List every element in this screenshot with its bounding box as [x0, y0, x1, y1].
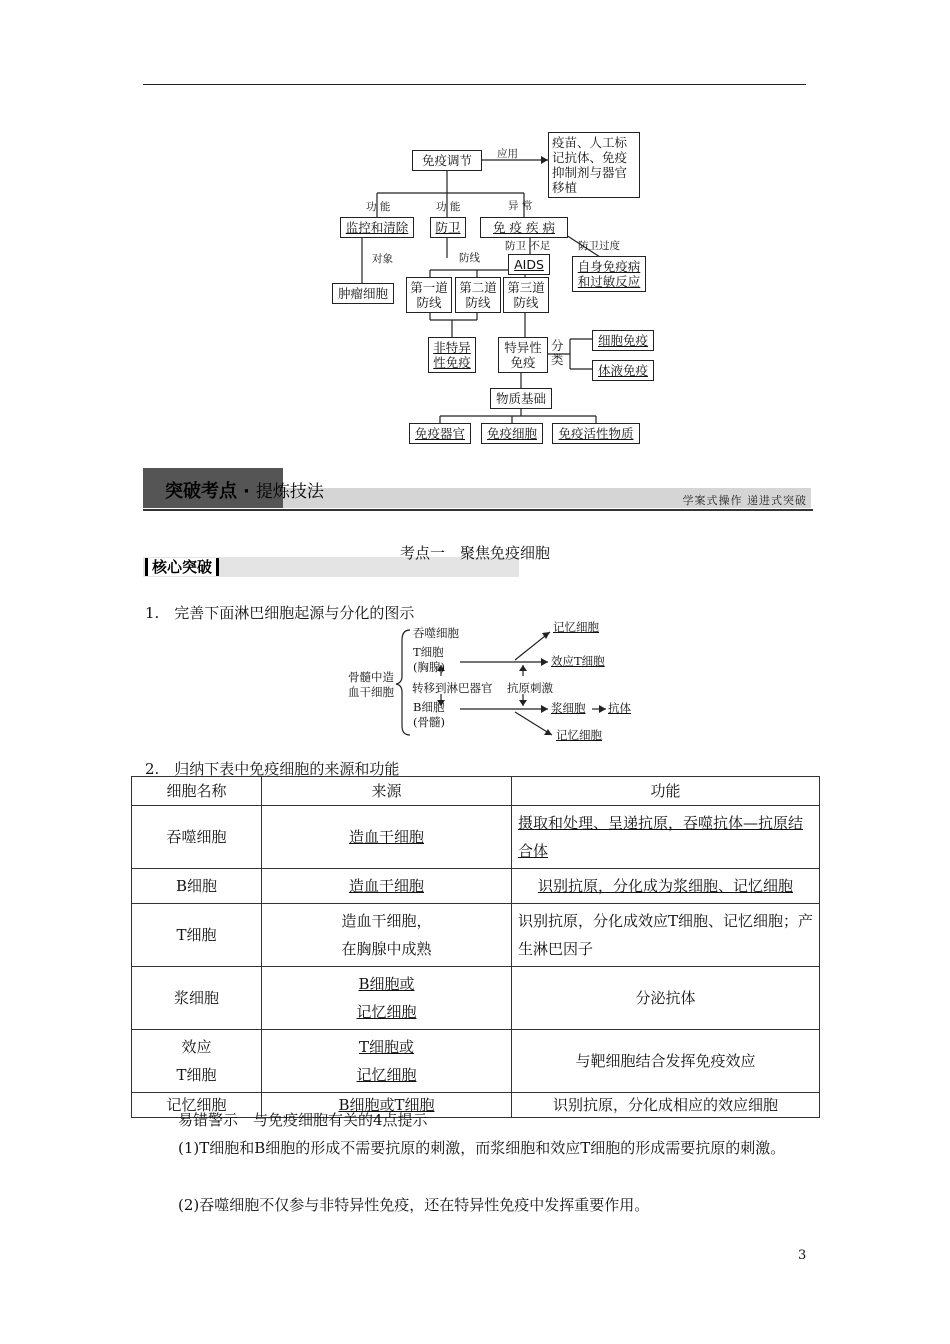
- edge-label-apply: 应用: [497, 148, 518, 160]
- specific-line-1: 特异性: [504, 340, 542, 355]
- b-cell-line-1: B细胞: [413, 700, 445, 714]
- function-text: 摄取和处理、呈递抗原，吞噬抗体—抗原结合体: [518, 814, 804, 860]
- nonspecific-text-1: 非特异: [433, 340, 471, 355]
- source-line-2: [268, 1061, 505, 1089]
- applications-line-3: 抑制剂与器官: [552, 165, 628, 180]
- edge-label-target: 对象: [372, 253, 393, 265]
- source-line-2: [268, 998, 505, 1026]
- node-tumor-cell: 肿瘤细胞: [332, 283, 394, 304]
- autoimmune-text-2: 和过敏反应: [577, 274, 641, 289]
- active-substances-text: 免疫活性物质: [558, 426, 634, 441]
- cell-name: 记忆细胞: [132, 1093, 262, 1118]
- humoral-text: 体液免疫: [597, 363, 648, 378]
- applications-line-4: 移植: [552, 180, 578, 195]
- immune-cells-text: 免疫细胞: [486, 426, 537, 441]
- source-line-2: 在胸腺中成熟: [341, 940, 432, 958]
- edge-label-defense-excess: 防卫过度: [578, 240, 620, 252]
- note-1: (1)T细胞和B细胞的形成不需要抗原的刺激，而浆细胞和效应T细胞的形成需要抗原的刺激。: [178, 1139, 786, 1157]
- first-line-2: 防线: [416, 295, 442, 310]
- banner-subtitle: 提炼技法: [255, 482, 324, 502]
- origin-stem-cell: [348, 670, 394, 700]
- plasma-cell: 浆细胞: [551, 701, 586, 715]
- edge-label-function-2: 功 能: [436, 201, 461, 213]
- t-cell-line-2: (胸腺): [413, 660, 445, 674]
- warning-title: 易错警示 与免疫细胞有关的4点提示: [178, 1111, 428, 1129]
- source-text: 造血干细胞: [348, 877, 424, 895]
- question-2: 2. 归纳下表中免疫细胞的来源和功能: [145, 760, 400, 778]
- disease-text: 免 疫 疾 病: [493, 220, 555, 235]
- cell-function: [512, 806, 820, 869]
- cell-name: B细胞: [132, 869, 262, 904]
- source-text-2: 记忆细胞: [356, 1003, 417, 1021]
- section-title: 考点一 聚焦免疫细胞: [399, 544, 550, 562]
- t-cell-line-1: T细胞: [413, 645, 444, 659]
- memory-cell-bottom: 记忆细胞: [556, 728, 602, 742]
- banner-right-text: 学案式操作 递进式突破: [682, 494, 807, 507]
- cell-source: [262, 967, 512, 1030]
- banner-dot: ·: [243, 481, 250, 502]
- cell-source: [262, 1030, 512, 1093]
- note-2: (2)吞噬细胞不仅参与非特异性免疫，还在特异性免疫中发挥重要作用。: [178, 1196, 650, 1214]
- source-text: 造血干细胞: [348, 828, 424, 846]
- table-row: [132, 806, 820, 869]
- banner-title-main: 突破考点: [165, 481, 237, 502]
- edge-label-function-1: 功 能: [366, 201, 391, 213]
- third-line-1: 第三道: [507, 280, 545, 295]
- source-line-1: [268, 970, 505, 998]
- header-function: 功能: [512, 777, 820, 806]
- source-text-2: 记忆细胞: [356, 1066, 417, 1084]
- b-cell-line-2: (骨髓): [413, 715, 445, 729]
- cell-function: 识别抗原，分化成相应的效应细胞: [512, 1093, 820, 1118]
- classify-1: 分: [551, 338, 564, 353]
- source-line-1: [268, 1033, 505, 1061]
- cell-name: [132, 1030, 262, 1093]
- cell-function: [512, 869, 820, 904]
- classify-2: 类: [551, 352, 564, 367]
- cell-name: 吞噬细胞: [132, 806, 262, 869]
- source-text: B细胞或T细胞: [338, 1096, 435, 1114]
- node-immune-regulation: 免疫调节: [412, 150, 482, 171]
- applications-line-2: 记抗体、免疫: [552, 150, 628, 165]
- cell-name: T细胞: [132, 904, 262, 967]
- source-text-1: T细胞或: [358, 1038, 414, 1056]
- second-line-2: 防线: [465, 295, 491, 310]
- origin-line-1: 骨髓中造: [348, 670, 394, 684]
- cell-function: 与靶细胞结合发挥免疫效应: [512, 1030, 820, 1093]
- function-text: 识别抗原，分化成为浆细胞、记忆细胞: [537, 877, 793, 895]
- antibody: 抗体: [608, 701, 631, 715]
- first-line-1: 第一道: [410, 280, 448, 295]
- memory-cell-top: 记忆细胞: [553, 620, 599, 634]
- cell-function: 分泌抗体: [512, 967, 820, 1030]
- table-row: [132, 1030, 820, 1093]
- specific-line-2: 免疫: [510, 355, 536, 370]
- source-line-1: 造血干细胞，: [341, 912, 432, 930]
- applications-line-1: 疫苗、人工标: [552, 135, 628, 150]
- monitor-text: 监控和清除: [345, 220, 409, 235]
- organs-text: 免疫器官: [414, 426, 465, 441]
- table-row: [132, 904, 820, 967]
- page-number: 3: [798, 1248, 807, 1263]
- source-text-1: B细胞或: [358, 975, 415, 993]
- edge-label-defense-insufficient: 防卫 不足: [505, 240, 551, 252]
- aids-text: AIDS: [514, 257, 544, 272]
- immune-cell-table: [131, 776, 820, 1118]
- second-line-1: 第二道: [459, 280, 497, 295]
- phagocyte-label: 吞噬细胞: [413, 626, 459, 640]
- table-row: [132, 967, 820, 1030]
- question-1: 1. 完善下面淋巴细胞起源与分化的图示: [145, 604, 415, 622]
- defense-text: 防卫: [435, 220, 461, 235]
- header-cell-name: 细胞名称: [132, 777, 262, 806]
- cell-source: [262, 806, 512, 869]
- edge-label-abnormal: 异 常: [508, 200, 533, 212]
- edge-label-defense-line: 防线: [459, 252, 480, 264]
- nonspecific-text-2: 性免疫: [433, 355, 471, 370]
- effector-t-cell: 效应T细胞: [551, 654, 605, 668]
- table-header-row: [132, 777, 820, 806]
- t-cell-label: [413, 645, 445, 675]
- cell-source: [262, 869, 512, 904]
- antigen-stimulation-label: 抗原刺激: [507, 681, 553, 695]
- name-line-2: T细胞: [176, 1066, 217, 1084]
- autoimmune-text-1: 自身免疫病: [577, 259, 641, 274]
- origin-line-2: 血干细胞: [348, 685, 394, 699]
- cell-name: 浆细胞: [132, 967, 262, 1030]
- cell-source: [262, 904, 512, 967]
- cell-function: 识别抗原，分化成效应T细胞、记忆细胞；产生淋巴因子: [512, 904, 820, 967]
- node-material-basis: 物质基础: [490, 388, 552, 409]
- b-cell-label: [413, 700, 445, 730]
- migrate-label: 转移到淋巴器官: [412, 681, 493, 695]
- name-line-1: 效应: [181, 1038, 212, 1056]
- header-source: 来源: [262, 777, 512, 806]
- table-row: [132, 869, 820, 904]
- cellular-text: 细胞免疫: [597, 333, 648, 348]
- third-line-2: 防线: [513, 295, 539, 310]
- core-breakthrough-label: 核心突破: [145, 558, 219, 576]
